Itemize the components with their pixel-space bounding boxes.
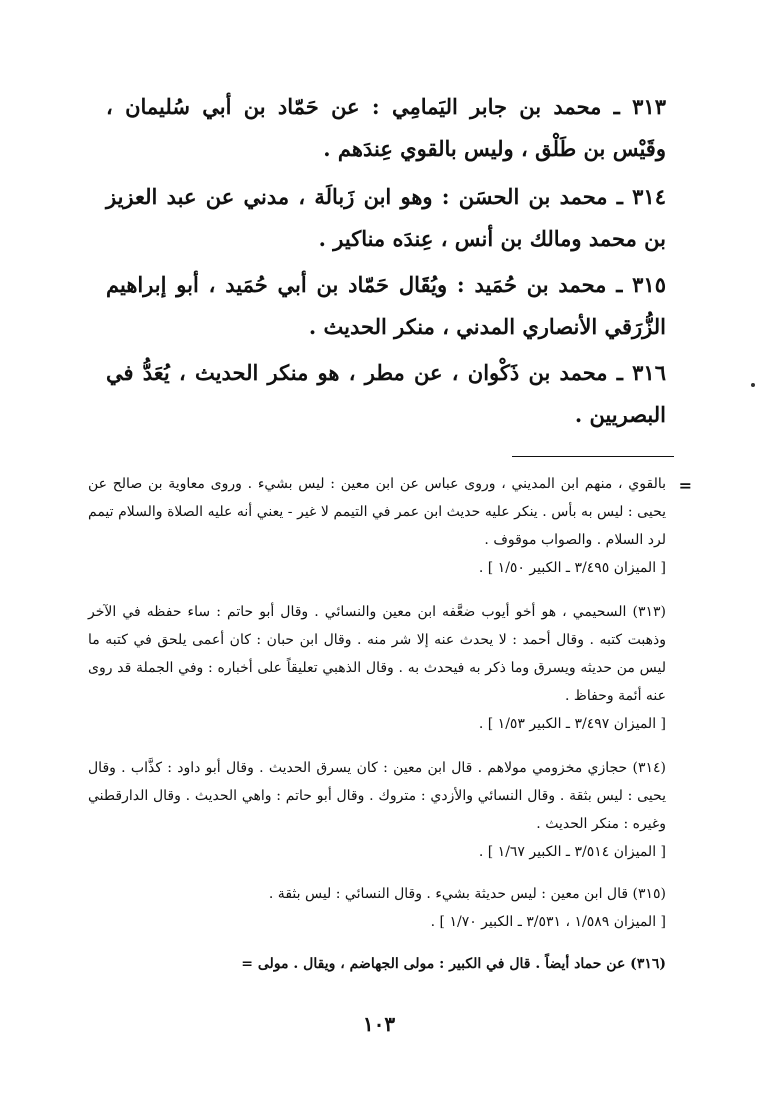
margin-dot	[751, 383, 755, 387]
footnote-reference: [ الميزان ٣/٤٩٥ ـ الكبير ١/٥٠ ] .	[478, 560, 666, 576]
footnote-316	[88, 950, 666, 978]
footnote-313	[88, 598, 666, 738]
footnote-text: (٣١٥) قال ابن معين : ليس حديثة بشيء . وقال النسائي : ليس بثقة .	[268, 886, 666, 902]
footnote-reference: [ الميزان ٣/٤٩٧ ـ الكبير ١/٥٣ ] .	[478, 716, 666, 732]
entry-314: ٣١٤ ـ محمد بن الحسَن : وهو ابن زَبالَة ، مدني عن عبد العزيز بن محمد ومالك بن أنس ، عِندَه مناكير .	[106, 184, 666, 251]
footnote-315	[88, 880, 666, 936]
page-number: ١٠٣	[362, 1012, 396, 1036]
footnote-reference: [ الميزان ١/٥٨٩ ، ٣/٥٣١ ـ الكبير ١/٧٠ ] .	[430, 914, 666, 930]
entry-315: ٣١٥ ـ محمد بن حُمَيد : ويُقَال حَمّاد بن أبي حُمَيد ، أبو إبراهيم الزُّرَقي الأنصاري المدني ، منكر الحديث .	[106, 272, 666, 339]
entry-313: ٣١٣ ـ محمد بن جابر اليَمامِي : عن حَمّاد بن أبي سُليمان ، وقَيْس بن طَلْق ، وليس بالقوي عِندَهم .	[106, 94, 666, 161]
footnote-text: (٣١٣) السحيمي ، هو أخو أيوب ضعَّفه ابن معين والنسائي . وقال أبو حاتم : ساء حفظه في الآخر وذهبت كتبه . وقال أحمد : لا يحدث عنه إلا شر منه . وقال ابن حبان : كان أعمى يلحق في كتبه ما ليس من حديثه ويسرق وما ذكر به فيحدث به . وقال الذهبي تعليقاً على أخباره : وفي الجملة قد روى عنه أئمة وحفاظ .	[88, 604, 666, 704]
footnote-text: بالقوي ، منهم ابن المديني ، وروى عباس عن ابن معين : ليس بشيء . وروى معاوية بن صالح عن يحيى : ليس به بأس . ينكر عليه حديث ابن عمر في التيمم لا غير - يعني أنه عليه الصلاة والسلام تيمم لرد السلام . والصواب موقوف .	[88, 476, 666, 548]
footnote-text: (٣١٦) عن حماد أيضاً . قال في الكبير : مولى الجهاضم ، ويقال . مولى =	[241, 956, 666, 972]
footnote-text: (٣١٤) حجازي مخزومي مولاهم . قال ابن معين : كان يسرق الحديث . وقال أبو داود : كذَّاب . وقال يحيى : ليس بثقة . وقال النسائي والأزدي : متروك . وقال أبو حاتم : واهي الحديث . وقال الدارقطني وغيره : منكر الحديث .	[88, 760, 666, 832]
footnote-separator	[512, 456, 674, 457]
footnote-continued	[88, 470, 666, 582]
entry-316: ٣١٦ ـ محمد بن ذَكْوان ، عن مطر ، هو منكر الحديث ، يُعَدُّ في البصريين .	[106, 360, 666, 427]
footnote-reference: [ الميزان ٣/٥١٤ ـ الكبير ١/٦٧ ] .	[478, 844, 666, 860]
continuation-mark: =	[678, 476, 692, 495]
footnote-314	[88, 754, 666, 866]
